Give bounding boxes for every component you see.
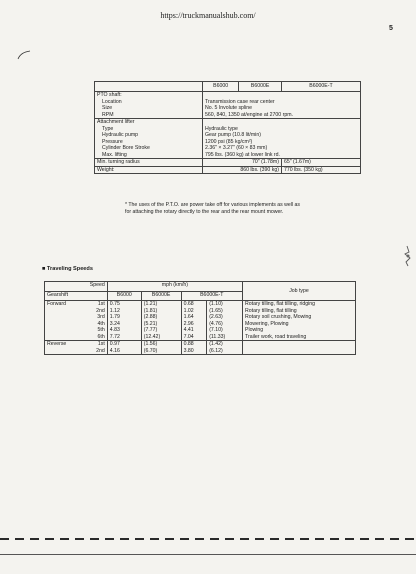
page-bottom-rule [0, 554, 416, 555]
spec-label: Pressure [95, 139, 203, 146]
spec-label: Location [95, 99, 203, 106]
model-b6000: B6000 [107, 292, 141, 301]
cell-b6000et-kmh: (7.10) [207, 327, 243, 334]
cell-job: Rotary tilling, flat tilling, ridging [243, 301, 356, 308]
spec-label: Type [95, 126, 203, 133]
cell-job [243, 341, 356, 348]
job-type-label: Job type [243, 282, 356, 301]
cell-b6000et-mph: 3.80 [181, 348, 207, 355]
gearshift-label: Gearshift [45, 292, 108, 301]
scan-smudge-icon [400, 244, 414, 268]
cell-b6000: 3.24 [107, 321, 141, 328]
gear-label: 5th [85, 327, 107, 334]
spec-value: 2.36" × 3.27" (60 × 83 mm) [203, 145, 361, 152]
spec-label: Size [95, 105, 203, 112]
speed-label: Speed [45, 282, 108, 292]
cell-job: Trailer work, road traveling [243, 334, 356, 341]
table-row [45, 301, 356, 308]
gear-label: 4th [85, 321, 107, 328]
page-url: https://truckmanualshub.com/ [160, 11, 256, 20]
gear-label: 6th [85, 334, 107, 341]
cell-b6000e: (7.77) [141, 327, 181, 334]
spec-value: 1200 psi (85 kg/cm²) [203, 139, 361, 146]
gear-label: 2nd [85, 348, 107, 355]
spec-label: Cylinder Bore Stroke [95, 145, 203, 152]
spec-label: Max. lifting [95, 152, 203, 159]
cell-b6000et-kmh: (1.10) [207, 301, 243, 308]
cell-job: Plowing [243, 327, 356, 334]
section-title: ■ Traveling Speeds [42, 266, 93, 272]
spec-col-b6000: B6000 [203, 82, 239, 92]
cell-b6000e: (2.88) [141, 314, 181, 321]
spec-col-b6000et: B6000E-T [281, 82, 360, 92]
cell-b6000et-mph: 4.41 [181, 327, 207, 334]
table-row [45, 341, 356, 348]
cell-b6000et-mph: 1.02 [181, 308, 207, 315]
cell-b6000e: (12.42) [141, 334, 181, 341]
spec-label: Weight: [95, 166, 203, 174]
table-row [45, 348, 356, 355]
gear-label: 1st [85, 301, 107, 308]
cell-b6000e: (1.56) [141, 341, 181, 348]
model-b6000e: B6000E [141, 292, 181, 301]
cell-b6000e: (1.81) [141, 308, 181, 315]
spec-value: 770 lbs. (350 kg) [281, 166, 360, 174]
cell-b6000et-kmh: (2.63) [207, 314, 243, 321]
spec-group-pto [95, 92, 361, 99]
page-number: 5 [389, 25, 393, 32]
gear-label: 1st [85, 341, 107, 348]
spec-label: RPM [95, 112, 203, 119]
spec-col-b6000e: B6000E [239, 82, 282, 92]
spec-value: 795 lbs. (360 kg) at lower link rd. [203, 152, 361, 159]
cell-b6000: 1.79 [107, 314, 141, 321]
cell-b6000e: (5.21) [141, 321, 181, 328]
gear-label: 3rd [85, 314, 107, 321]
cell-b6000et-mph: 1.64 [181, 314, 207, 321]
table-row [45, 334, 356, 341]
cell-job: Mowering, Plowing [243, 321, 356, 328]
scan-mark-icon [17, 50, 31, 60]
cell-b6000et-kmh: (4.76) [207, 321, 243, 328]
cell-b6000et-kmh: (1.42) [207, 341, 243, 348]
spec-header-blank [95, 82, 203, 92]
direction-label: Forward [45, 301, 85, 308]
pto-note: * The uses of the P.T.O. are power take off for various implements as well as for attaching the rotary directly to the rear and the rear mount mower. [125, 202, 301, 216]
cell-b6000: 7.72 [107, 334, 141, 341]
cell-b6000: 4.83 [107, 327, 141, 334]
cell-b6000: 1.12 [107, 308, 141, 315]
cell-b6000et-mph: 2.96 [181, 321, 207, 328]
direction-label: Reverse [45, 341, 85, 348]
gear-label: 2nd [85, 308, 107, 315]
spec-row [95, 112, 361, 119]
spec-group-title: Attachment lifter [95, 119, 203, 126]
spec-group-lifter [95, 119, 361, 126]
spec-value: 860 lbs. (390 kg) [203, 166, 282, 174]
cell-b6000et-kmh: (11.33) [207, 334, 243, 341]
cell-b6000e: (1.21) [141, 301, 181, 308]
cell-job [243, 348, 356, 355]
spec-header-row [95, 82, 361, 92]
spec-label: Min. turning radius [95, 159, 203, 167]
cell-job: Rotary soil crushing, Mowing [243, 314, 356, 321]
cell-b6000et-kmh: (1.65) [207, 308, 243, 315]
spec-value: Hydraulic type [203, 126, 361, 133]
mph-label: mph (km/h) [107, 282, 242, 292]
cell-job: Rotary tilling, flat tilling [243, 308, 356, 315]
spec-value: 65" (1.67m) [281, 159, 360, 167]
cell-b6000et-mph: 0.68 [181, 301, 207, 308]
specifications-table [94, 81, 361, 174]
cell-b6000e: (6.70) [141, 348, 181, 355]
spec-value: No. 5 Involute spline [203, 105, 361, 112]
spec-value: 70" (1.78m) [203, 159, 282, 167]
spec-value: Transmission case rear center [203, 99, 361, 106]
spec-row-weight [95, 166, 361, 174]
scan-edge-divider [0, 538, 416, 540]
cell-b6000et-mph: 0.88 [181, 341, 207, 348]
cell-b6000: 0.97 [107, 341, 141, 348]
spec-label: Hydraulic pump [95, 132, 203, 139]
spec-value: 560, 840, 1350 at/engine at 2700 rpm. [203, 112, 361, 119]
spec-row [95, 152, 361, 159]
cell-b6000et-mph: 7.04 [181, 334, 207, 341]
cell-b6000et-kmh: (6.12) [207, 348, 243, 355]
spec-row-turning [95, 159, 361, 167]
cell-b6000: 4.16 [107, 348, 141, 355]
spec-group-title: PTO shaft: [95, 92, 203, 99]
cell-b6000: 0.75 [107, 301, 141, 308]
model-b6000et: B6000E-T [181, 292, 242, 301]
traveling-speeds-table [44, 281, 356, 355]
speed-header-row [45, 282, 356, 292]
spec-value: Gear pump (10.8 lit/min) [203, 132, 361, 139]
